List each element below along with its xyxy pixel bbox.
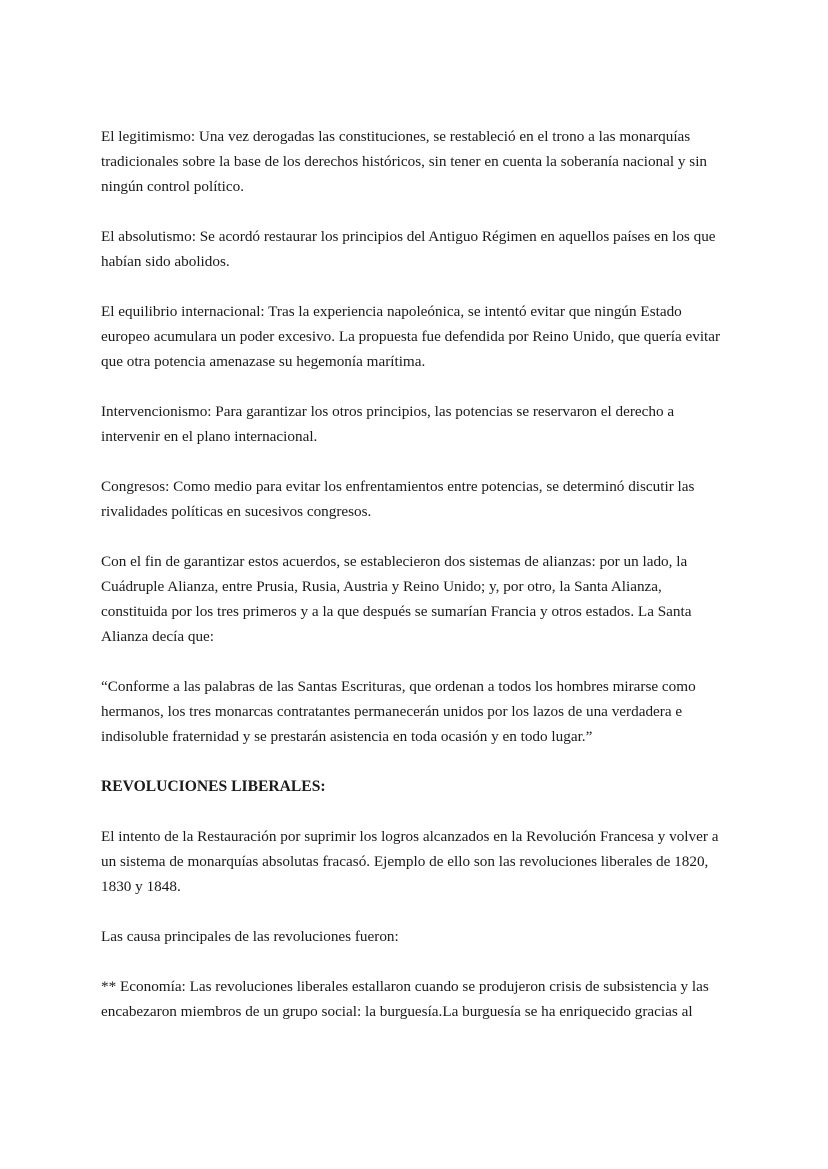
paragraph-absolutismo: El absolutismo: Se acordó restaurar los principios del Antiguo Régimen en aquellos países en los que habían sido abolidos. bbox=[101, 228, 716, 270]
paragraph-congresos: Congresos: Como medio para evitar los enfrentamientos entre potencias, se determinó discutir las rivalidades políticas en sucesivos congresos. bbox=[101, 478, 695, 520]
paragraph-causas: Las causa principales de las revoluciones fueron: bbox=[101, 928, 399, 945]
section-heading: REVOLUCIONES LIBERALES: bbox=[101, 778, 326, 795]
quote-santa-alianza: “Conforme a las palabras de las Santas Escrituras, que ordenan a todos los hombres mirarse como hermanos, los tres monarcas contratantes permanecerán unidos por los lazos de una verdadera e indisoluble fraternidad y se prestarán asistencia en toda ocasión y en todo lugar.” bbox=[101, 678, 696, 745]
document-page bbox=[101, 124, 727, 1049]
paragraph-legitimismo: El legitimismo: Una vez derogadas las constituciones, se restableció en el trono a las monarquías tradicionales sobre la base de los derechos históricos, sin tener en cuenta la soberanía nacional y sin ningún control político. bbox=[101, 128, 708, 195]
paragraph-restauracion: El intento de la Restauración por suprimir los logros alcanzados en la Revolución Francesa y volver a un sistema de monarquías absolutas fracasó. Ejemplo de ello son las revoluciones liberales de 1820, 1830 y 1848. bbox=[101, 828, 719, 895]
paragraph-alianzas: Con el fin de garantizar estos acuerdos, se establecieron dos sistemas de alianzas: por un lado, la Cuádruple Alianza, entre Prusia, Rusia, Austria y Reino Unido; y, por otro, la Santa Alianza, constituida por los tres primeros y a la que después se sumarían Francia y otros estados. La Santa Alianza decía que: bbox=[101, 553, 692, 645]
paragraph-economia: ** Economía: Las revoluciones liberales estallaron cuando se produjeron crisis de subsistencia y las encabezaron miembros de un grupo social: la burguesía.La burguesía se ha enriquecido gracias al bbox=[101, 978, 709, 1020]
paragraph-equilibrio-internacional: El equilibrio internacional: Tras la experiencia napoleónica, se intentó evitar que ningún Estado europeo acumulara un poder excesivo. La propuesta fue defendida por Reino Unido, que quería evitar que otra potencia amenazase su hegemonía marítima. bbox=[101, 303, 721, 370]
paragraph-intervencionismo: Intervencionismo: Para garantizar los otros principios, las potencias se reservaron el derecho a intervenir en el plano internacional. bbox=[101, 403, 675, 445]
